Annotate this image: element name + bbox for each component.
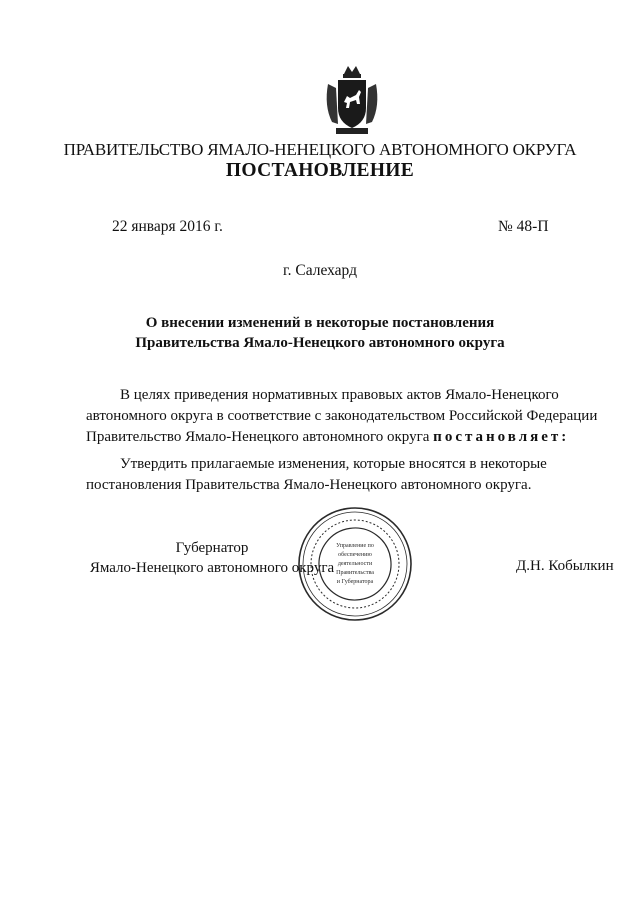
paragraph-line: Утвердить прилагаемые изменения, которые вносятся в некоторые bbox=[120, 456, 547, 472]
subject-line: Правительства Ямало-Ненецкого автономного округа bbox=[135, 335, 505, 351]
paragraph-line: В целях приведения нормативных правовых актов Ямало-Ненецкого bbox=[120, 387, 559, 403]
document-type: ПОСТАНОВЛЕНИЕ bbox=[225, 160, 415, 181]
paragraph-line bbox=[86, 427, 614, 448]
document-date: 22 января 2016 г. bbox=[112, 218, 223, 235]
svg-text:Управление по: Управление по bbox=[336, 543, 374, 549]
paragraph-line: автономного округа в соответствие с законодательством Российской Федерации bbox=[86, 408, 598, 424]
document-city: г. Салехард bbox=[283, 262, 357, 279]
svg-text:Правительства: Правительства bbox=[336, 570, 374, 576]
document-number: № 48-П bbox=[498, 218, 549, 235]
svg-text:деятельности: деятельности bbox=[337, 561, 373, 567]
body-paragraph bbox=[86, 454, 614, 496]
decree-keyword: постановляет: bbox=[433, 429, 570, 445]
official-stamp-icon bbox=[296, 505, 414, 623]
position-line: Ямало-Ненецкого автономного округа bbox=[89, 560, 335, 576]
svg-text:обеспечению: обеспечению bbox=[338, 552, 372, 558]
signatory-name: Д.Н. Кобылкин bbox=[516, 558, 614, 574]
paragraph-line: постановления Правительства Ямало-Ненецкого автономного округа. bbox=[86, 477, 532, 493]
coat-of-arms-icon bbox=[322, 62, 382, 138]
subject-line: О внесении изменений в некоторые постановления bbox=[145, 315, 495, 331]
svg-text:и Губернатора: и Губернатора bbox=[336, 579, 374, 585]
body-paragraph bbox=[86, 385, 614, 448]
document-subject bbox=[0, 313, 640, 353]
paragraph-text: Правительство Ямало-Ненецкого автономного округа bbox=[86, 429, 430, 445]
position-line: Губернатор bbox=[175, 540, 249, 556]
government-name: ПРАВИТЕЛЬСТВО ЯМАЛО-НЕНЕЦКОГО АВТОНОМНОГО ОКРУГА bbox=[63, 140, 577, 159]
